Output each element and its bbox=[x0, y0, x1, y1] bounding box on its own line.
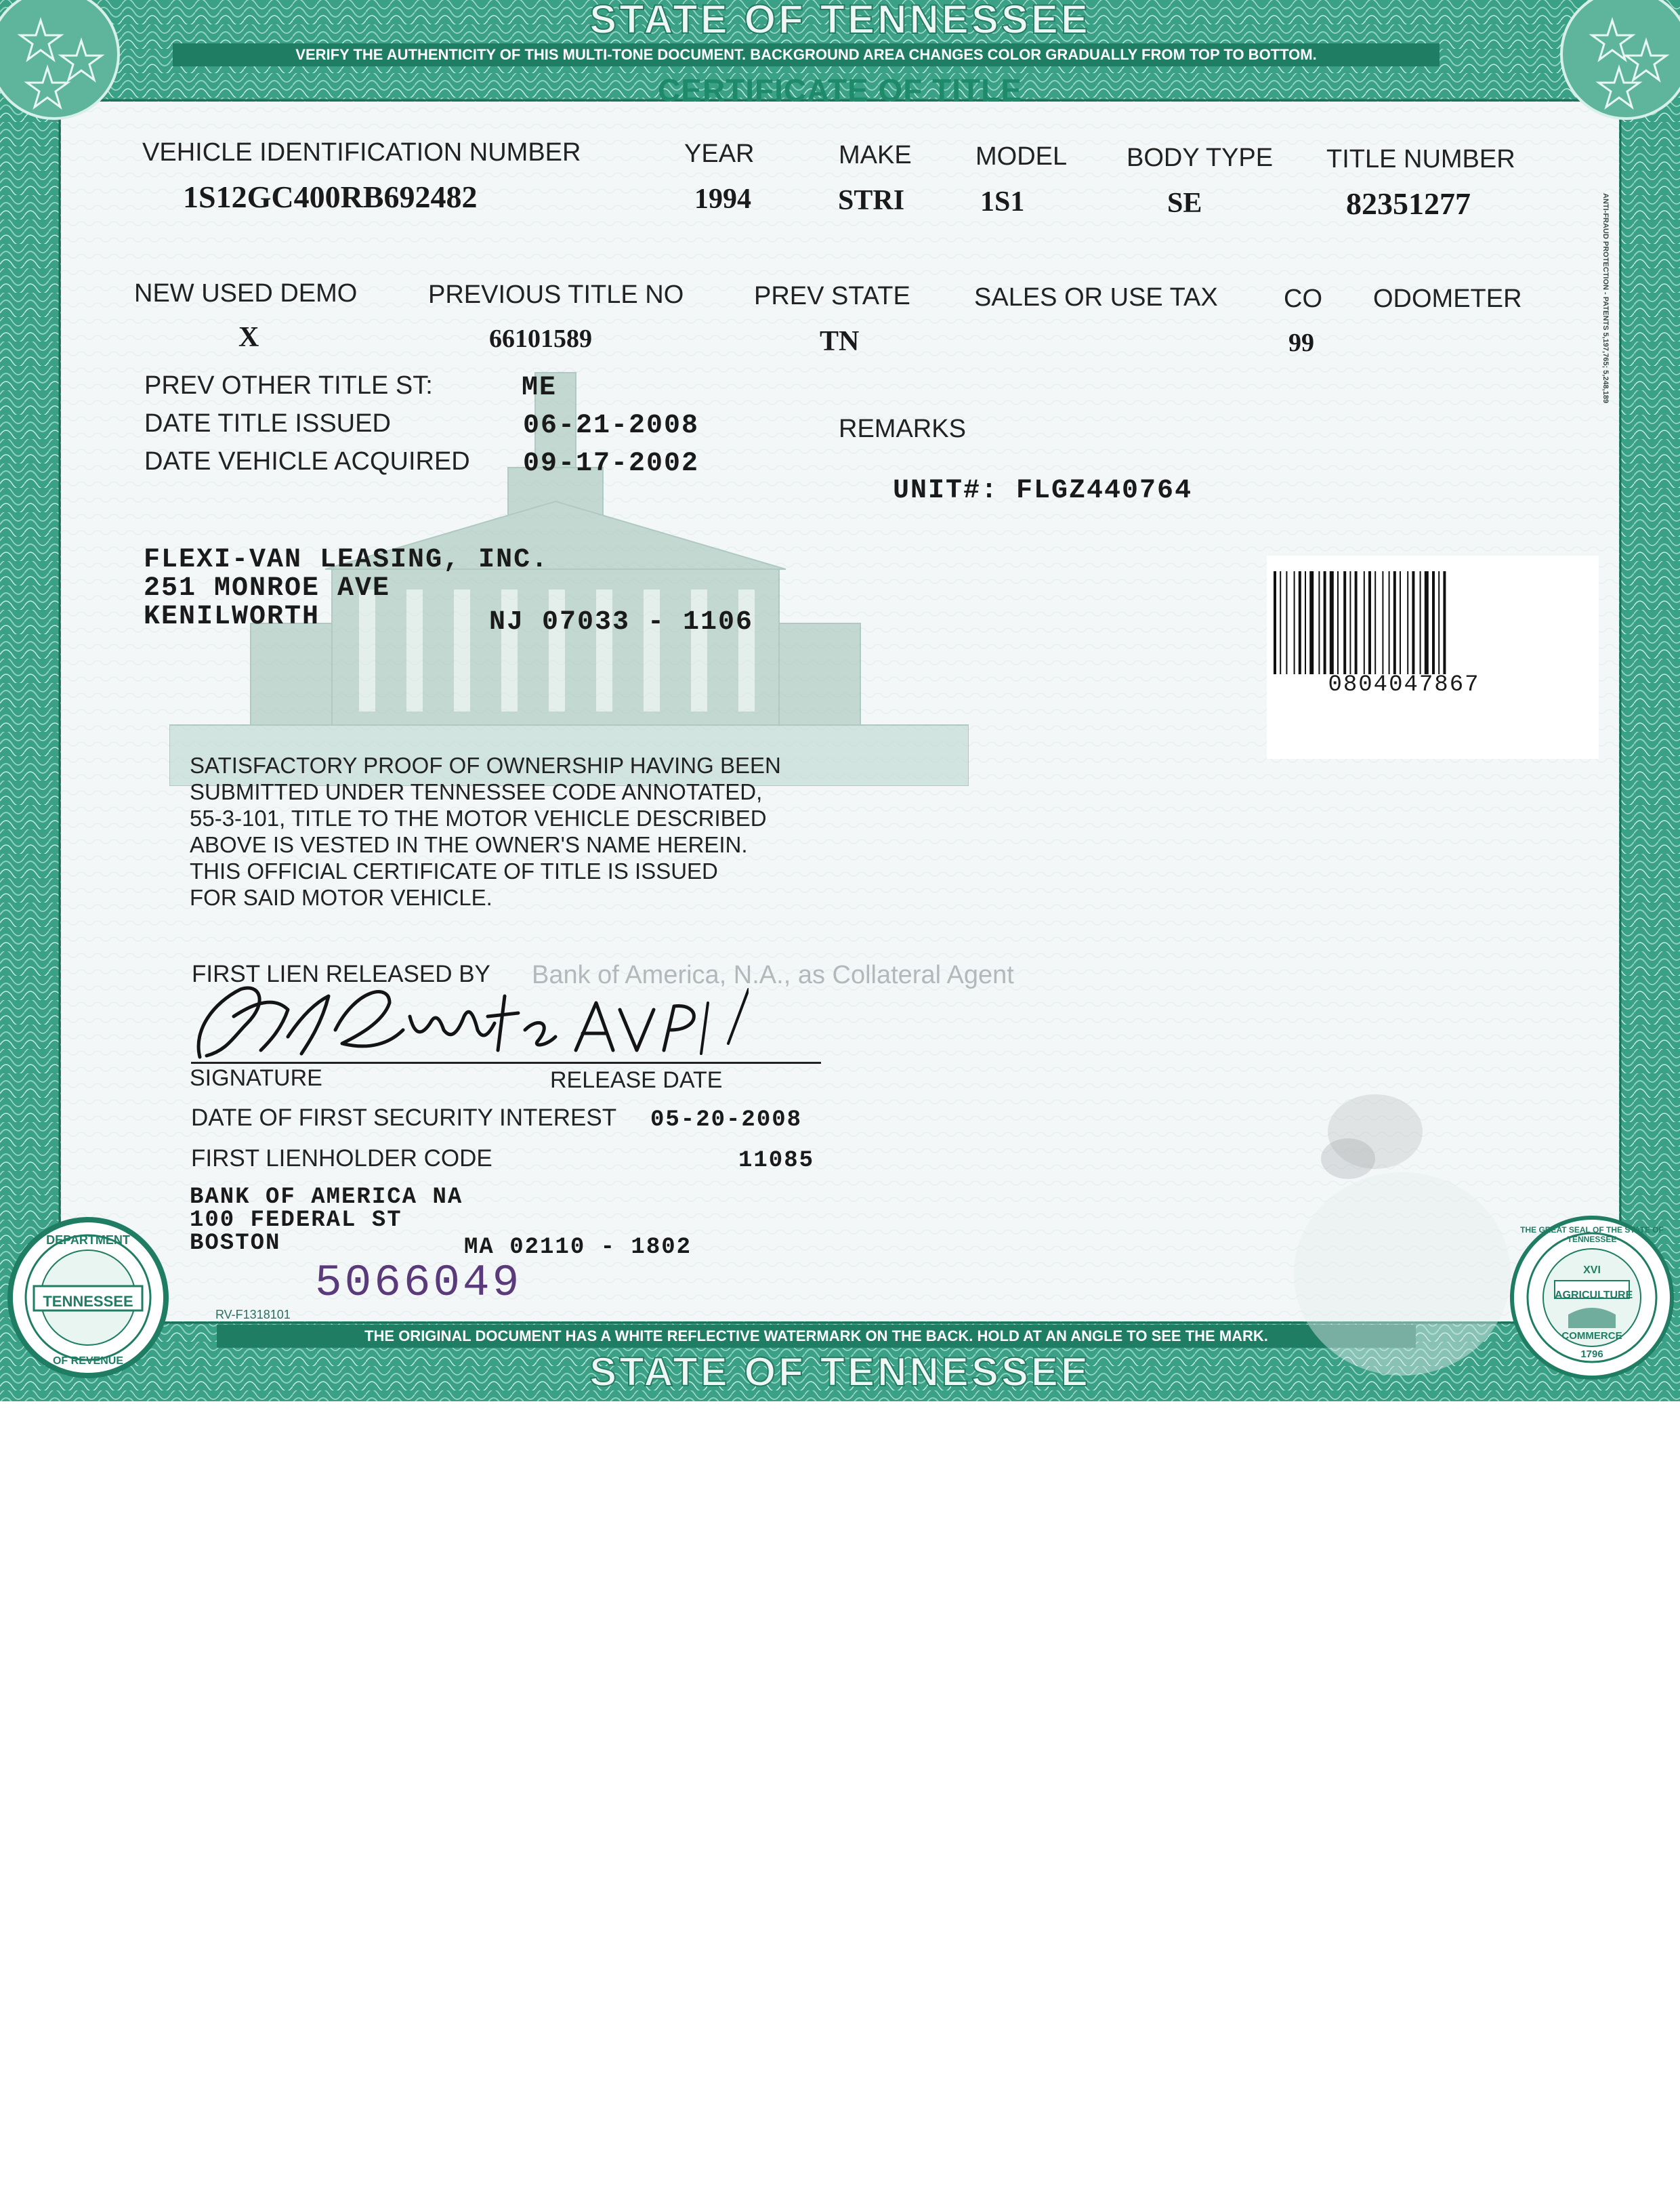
seal-commerce-text: COMMERCE bbox=[1561, 1330, 1622, 1342]
lienholder-code-label: FIRST LIENHOLDER CODE bbox=[191, 1145, 492, 1172]
state-title-top: STATE OF TENNESSEE bbox=[589, 0, 1091, 42]
anti-fraud-note: ANTI-FRAUD PROTECTION - PATENTS 5,197,765; 5,248,189 bbox=[1601, 193, 1610, 404]
prev-other-title-label: PREV OTHER TITLE ST: bbox=[144, 371, 433, 400]
title-number-label: TITLE NUMBER bbox=[1326, 145, 1515, 173]
barcode-bar bbox=[1274, 571, 1276, 674]
owner-city: KENILWORTH bbox=[144, 602, 320, 632]
control-number: 5066049 bbox=[315, 1258, 522, 1308]
title-number-value: 82351277 bbox=[1346, 186, 1471, 221]
barcode-bar bbox=[1355, 571, 1358, 674]
date-acquired-value: 09-17-2002 bbox=[523, 449, 700, 479]
barcode bbox=[1274, 571, 1534, 674]
security-interest-label: DATE OF FIRST SECURITY INTEREST bbox=[191, 1105, 617, 1131]
date-acquired-label: DATE VEHICLE ACQUIRED bbox=[144, 447, 470, 476]
collateral-agent-stamp: Bank of America, N.A., as Collateral Agent bbox=[532, 961, 1014, 989]
owner-state-zip: NJ 07033 - 1106 bbox=[489, 607, 754, 638]
state-title-bottom: STATE OF TENNESSEE bbox=[589, 1349, 1091, 1395]
model-value: 1S1 bbox=[980, 186, 1025, 218]
barcode-bar bbox=[1389, 571, 1390, 674]
statement-line: SUBMITTED UNDER TENNESSEE CODE ANNOTATED, bbox=[190, 779, 763, 804]
barcode-bar bbox=[1443, 571, 1446, 674]
lien-released-by-label: FIRST LIEN RELEASED BY bbox=[192, 961, 490, 987]
security-interest-date: 05-20-2008 bbox=[650, 1107, 803, 1133]
barcode-bar bbox=[1330, 571, 1334, 674]
seal-revenue-text: OF REVENUE bbox=[52, 1355, 123, 1367]
barcode-bar bbox=[1343, 571, 1346, 674]
owner-name: FLEXI-VAN LEASING, INC. bbox=[144, 545, 549, 575]
barcode-bar bbox=[1400, 571, 1401, 674]
barcode-bar bbox=[1324, 571, 1326, 674]
barcode-number: 0804047867 bbox=[1328, 672, 1480, 698]
seal-agriculture-text: AGRICULTURE bbox=[1555, 1289, 1633, 1301]
scan-smudge bbox=[1213, 1050, 1551, 1401]
model-label: MODEL bbox=[975, 142, 1068, 171]
statement-line: THIS OFFICIAL CERTIFICATE OF TITLE IS ISSUED bbox=[190, 859, 718, 884]
barcode-bar bbox=[1318, 571, 1320, 674]
certificate-heading: CERTIFICATE OF TITLE bbox=[658, 73, 1022, 108]
handwritten-signature bbox=[186, 976, 749, 1064]
owner-street: 251 MONROE AVE bbox=[144, 573, 391, 604]
barcode-bar bbox=[1368, 571, 1371, 674]
statement-line: ABOVE IS VESTED IN THE OWNER'S NAME HEREIN. bbox=[190, 832, 748, 857]
lienholder-name: BANK OF AMERICA NA bbox=[190, 1184, 463, 1210]
previous-title-value: 66101589 bbox=[489, 325, 592, 353]
barcode-bar bbox=[1305, 571, 1306, 674]
make-value: STRI bbox=[838, 185, 905, 216]
seal-department-text: DEPARTMENT bbox=[46, 1233, 130, 1247]
barcode-bar bbox=[1299, 571, 1301, 674]
county-value: 99 bbox=[1288, 329, 1314, 357]
unit-number: UNIT#: FLGZ440764 bbox=[893, 476, 1193, 506]
year-label: YEAR bbox=[684, 140, 755, 168]
sales-tax-label: SALES OR USE TAX bbox=[974, 283, 1218, 312]
seal-great-seal-text: THE GREAT SEAL OF THE STATE OF TENNESSEE bbox=[1520, 1225, 1664, 1244]
date-issued-value: 06-21-2008 bbox=[523, 411, 700, 441]
date-issued-label: DATE TITLE ISSUED bbox=[144, 409, 391, 438]
barcode-bar bbox=[1438, 571, 1440, 674]
seal-xvi-text: XVI bbox=[1583, 1264, 1601, 1276]
form-number: RV-F1318101 bbox=[215, 1308, 291, 1321]
new-used-demo-mark: X bbox=[238, 322, 259, 353]
statement-line: FOR SAID MOTOR VEHICLE. bbox=[190, 885, 492, 910]
barcode-bar bbox=[1432, 571, 1435, 674]
barcode-bar bbox=[1407, 571, 1408, 674]
barcode-bar bbox=[1382, 571, 1383, 674]
vin-value: 1S12GC400RB692482 bbox=[183, 180, 478, 214]
odometer-label: ODOMETER bbox=[1373, 285, 1522, 313]
lienholder-code-value: 11085 bbox=[738, 1148, 815, 1174]
previous-title-label: PREVIOUS TITLE NO bbox=[428, 281, 684, 309]
barcode-bar bbox=[1286, 571, 1287, 674]
body-type-value: SE bbox=[1167, 188, 1202, 219]
ownership-statement bbox=[190, 752, 781, 911]
county-label: CO bbox=[1284, 285, 1322, 313]
watermark-notice: THE ORIGINAL DOCUMENT HAS A WHITE REFLECTIVE WATERMARK ON THE BACK. HOLD AT AN ANGLE TO SEE THE MARK. bbox=[217, 1325, 1416, 1348]
body-type-label: BODY TYPE bbox=[1127, 144, 1274, 172]
remarks-label: REMARKS bbox=[839, 415, 966, 443]
barcode-bar bbox=[1420, 571, 1421, 674]
make-label: MAKE bbox=[839, 141, 912, 169]
lienholder-street: 100 FEDERAL ST bbox=[190, 1207, 402, 1233]
barcode-bar bbox=[1280, 571, 1281, 674]
lienholder-state-zip: MA 02110 - 1802 bbox=[464, 1235, 692, 1260]
barcode-bar bbox=[1364, 571, 1365, 674]
barcode-bar bbox=[1412, 571, 1414, 674]
vin-label: VEHICLE IDENTIFICATION NUMBER bbox=[142, 138, 581, 167]
authenticity-notice: VERIFY THE AUTHENTICITY OF THIS MULTI-TONE DOCUMENT. BACKGROUND AREA CHANGES COLOR GRADUALLY FROM TOP TO BOTTOM. bbox=[173, 43, 1440, 66]
lienholder-city: BOSTON bbox=[190, 1231, 281, 1256]
barcode-bar bbox=[1294, 571, 1295, 674]
barcode-bar bbox=[1349, 571, 1351, 674]
barcode-bar bbox=[1393, 571, 1396, 674]
year-value: 1994 bbox=[694, 184, 751, 215]
prev-state-value: TN bbox=[820, 326, 860, 357]
statement-line: 55-3-101, TITLE TO THE MOTOR VEHICLE DESCRIBED bbox=[190, 806, 767, 831]
release-date-label: RELEASE DATE bbox=[550, 1067, 723, 1093]
barcode-bar bbox=[1425, 571, 1429, 674]
seal-tennessee-text: TENNESSEE bbox=[43, 1293, 133, 1310]
new-used-demo-label: NEW USED DEMO bbox=[134, 279, 358, 308]
prev-other-title-value: ME bbox=[522, 373, 558, 403]
barcode-bar bbox=[1309, 571, 1314, 674]
barcode-bar bbox=[1337, 571, 1339, 674]
barcode-bar bbox=[1374, 571, 1376, 674]
signature-label: SIGNATURE bbox=[190, 1065, 322, 1091]
prev-state-label: PREV STATE bbox=[754, 282, 910, 310]
signature-line bbox=[191, 1062, 821, 1064]
seal-year-text: 1796 bbox=[1580, 1348, 1603, 1360]
statement-line: SATISFACTORY PROOF OF OWNERSHIP HAVING BEEN bbox=[190, 753, 781, 778]
